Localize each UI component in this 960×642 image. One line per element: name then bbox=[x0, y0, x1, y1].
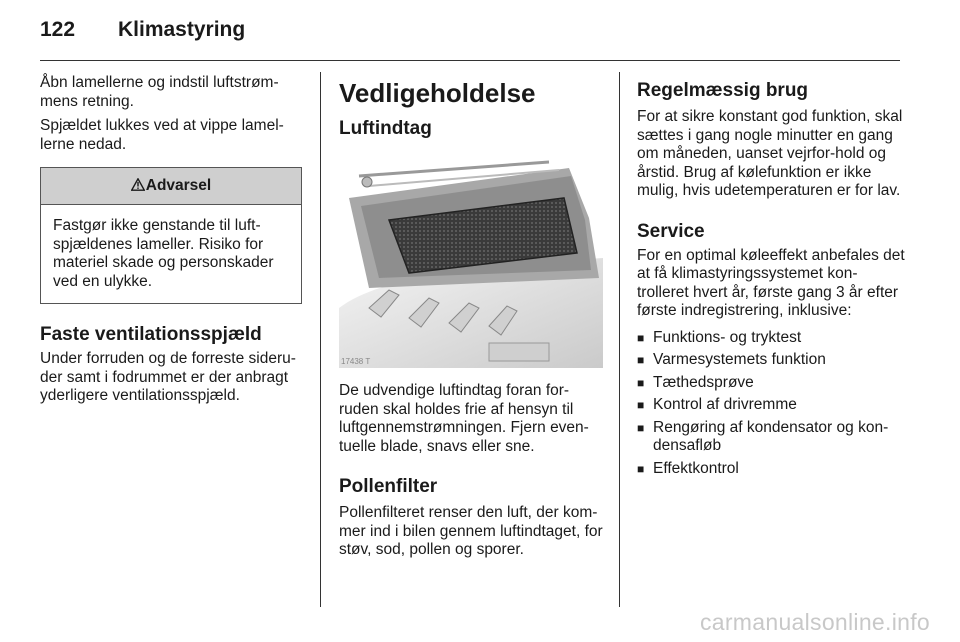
chapter-title: Klimastyring bbox=[118, 18, 246, 41]
column-divider bbox=[619, 72, 620, 607]
header-rule bbox=[40, 60, 900, 61]
page-number: 122 bbox=[40, 18, 76, 41]
paragraph: Spjældet lukkes ved at vippe lamel-lerne nedad. bbox=[40, 117, 284, 153]
paragraph: For at sikre konstant god funktion, skal sættes i gang nogle minutter en gang om måneden, uanset vejrfor-hold og årstid. Brug af kølefunktion er ikke mulig, hvis udetemperaturen er for lav. bbox=[637, 108, 903, 199]
paragraph: Pollenfilteret renser den luft, der kom-mer ind i bilen gennem luftindtaget, for støv, sod, pollen og sporer. bbox=[339, 504, 603, 558]
bullet-icon: ■ bbox=[637, 353, 645, 367]
column-right bbox=[637, 74, 905, 482]
section-title: Vedligeholdelse bbox=[339, 78, 536, 108]
subsection-heading: Service bbox=[637, 220, 705, 242]
bullet-icon: ■ bbox=[637, 330, 645, 345]
bullet-icon: ■ bbox=[637, 420, 645, 435]
warning-box bbox=[40, 167, 302, 304]
paragraph: De udvendige luftindtag foran for-ruden skal holdes frie af hensyn til luftgennemstrømningen. Fjern even-tuelle blade, snavs eller sne. bbox=[339, 382, 589, 455]
subsection-heading: Regelmæssig brug bbox=[637, 80, 809, 101]
warning-text: Fastgør ikke genstande til luft-spjældenes lameller. Risiko for materiel skade og personskader ved en ulykke. bbox=[53, 217, 274, 290]
list-item: ■ Funktions- og tryktest bbox=[637, 328, 802, 346]
column-left bbox=[40, 74, 302, 406]
paragraph: Under forruden og de forreste sideru-der samt i fodrummet er der anbragt yderligere ventilationsspjæld. bbox=[40, 350, 296, 404]
bullet-icon: ■ bbox=[637, 461, 645, 476]
warning-triangle-icon bbox=[131, 176, 145, 196]
paragraph: Åbn lamellerne og indstil luftstrøm-mens retning. bbox=[40, 74, 279, 110]
section-heading: Faste ventilationsspjæld bbox=[40, 324, 262, 345]
image-caption: 17438 T bbox=[341, 357, 371, 366]
paragraph: For en optimal køleeffekt anbefales det at få klimastyringssystemet kon-trolleret hvert år, første gang 3 år efter første indregistrering, inklusive: bbox=[637, 246, 905, 319]
watermark: carmanualsonline.info bbox=[699, 609, 930, 635]
air-intake-photo bbox=[339, 158, 603, 368]
list-item: ■ Kontrol af drivremme bbox=[637, 396, 797, 413]
list-item: ■ Tæthedsprøve bbox=[637, 373, 754, 391]
list-item: ■ Varmesystemets funktion bbox=[637, 351, 826, 368]
column-middle bbox=[339, 74, 603, 560]
bullet-icon: ■ bbox=[637, 375, 645, 390]
column-divider bbox=[320, 72, 321, 607]
subsection-heading: Pollenfilter bbox=[339, 476, 438, 497]
list-item: ■ Effektkontrol bbox=[637, 459, 739, 477]
warning-body bbox=[41, 205, 301, 303]
warning-header bbox=[41, 168, 301, 205]
service-checklist bbox=[637, 329, 905, 479]
list-item: ■ Rengøring af kondensator og kon-densafløb bbox=[637, 418, 889, 454]
subsection-heading: Luftindtag bbox=[339, 118, 432, 139]
warning-title: Advarsel bbox=[145, 177, 212, 194]
bullet-icon: ■ bbox=[637, 398, 645, 412]
